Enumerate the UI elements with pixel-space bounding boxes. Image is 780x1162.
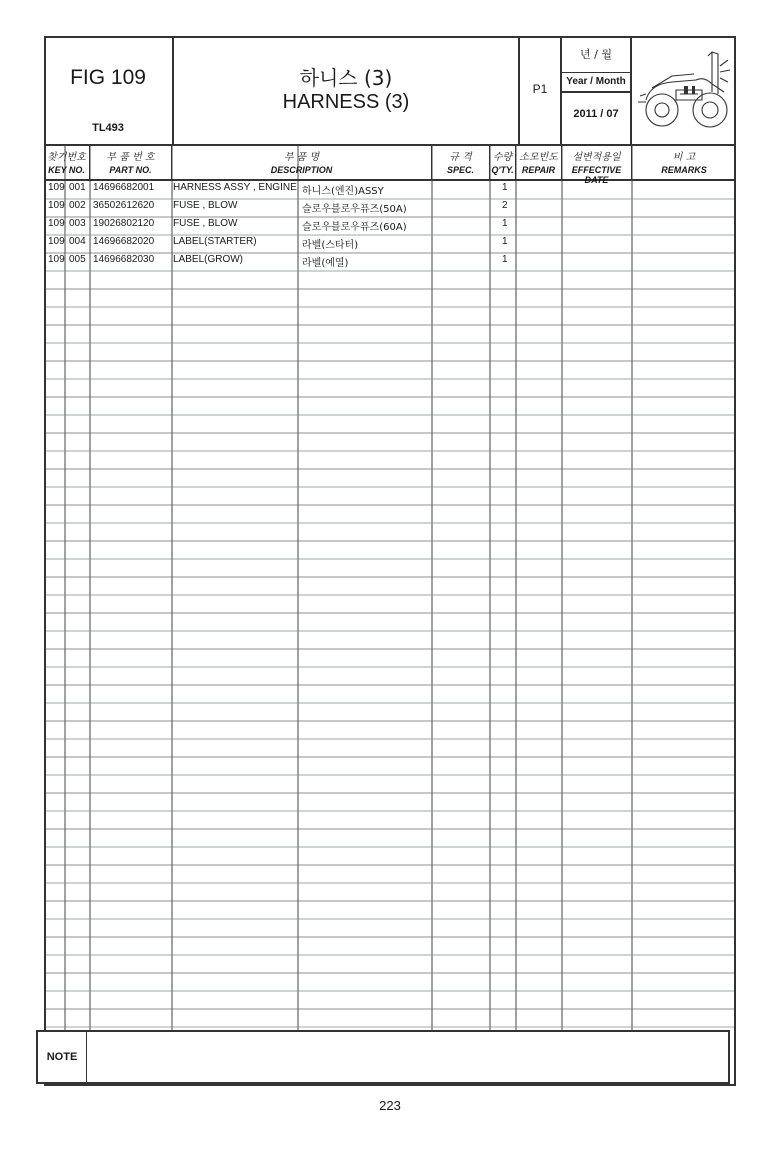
column-header-part-no: [90, 146, 172, 179]
table-row: [44, 253, 736, 271]
key-item: 003: [69, 218, 86, 229]
column-header-description: [172, 146, 432, 179]
quantity: 1: [502, 236, 508, 247]
page-number: 223: [379, 1098, 401, 1113]
description-english: FUSE , BLOW: [173, 200, 238, 211]
issue-date: 2011 / 07: [573, 108, 619, 120]
column-header-korean: 소모빈도: [519, 152, 558, 163]
table-row: [44, 217, 736, 235]
year-month-cell: [562, 36, 632, 144]
column-header-english: EFFECTIVE DATE: [571, 165, 622, 185]
column-header-qty: [490, 146, 516, 179]
column-header-korean: 설변적용일: [572, 152, 621, 163]
key-group: 109: [48, 218, 65, 229]
description-english: LABEL(STARTER): [173, 236, 257, 247]
description-korean: 슬로우블로우퓨즈(50A): [302, 204, 407, 215]
column-header-korean: 비 고: [672, 152, 696, 163]
key-item: 004: [69, 236, 86, 247]
page-cell: [520, 36, 562, 144]
part-number: 36502612620: [93, 200, 155, 211]
figure-number: FIG 109: [70, 66, 146, 89]
column-header-korean: 부 품 명: [283, 152, 320, 163]
key-group: 109: [48, 200, 65, 211]
key-group: 109: [48, 254, 65, 265]
note-box: [36, 1030, 730, 1084]
part-number: 14696682030: [93, 254, 155, 265]
description-english: LABEL(GROW): [173, 254, 244, 265]
key-group: 109: [48, 182, 65, 193]
title-cell: [174, 36, 520, 144]
title-english: HARNESS (3): [282, 91, 410, 113]
part-number: 14696682001: [93, 182, 155, 193]
header: [44, 36, 736, 144]
column-header-effective-date: [562, 146, 632, 185]
column-header-english: REMARKS: [661, 165, 707, 175]
description-english: FUSE , BLOW: [173, 218, 238, 229]
column-header-english: REPAIR: [521, 165, 556, 175]
description-korean: 라벨(예열): [302, 258, 349, 269]
quantity: 1: [502, 182, 508, 193]
table-row: [44, 181, 736, 199]
column-header-repair: [516, 146, 562, 179]
key-item: 002: [69, 200, 86, 211]
part-number: 19026802120: [93, 218, 155, 229]
column-header-english: DESCRIPTION: [270, 165, 333, 175]
key-item: 001: [69, 182, 86, 193]
description-korean: 라벨(스타터): [302, 240, 359, 251]
column-header-korean: 규 격: [449, 152, 472, 163]
description-korean: 슬로우블로우퓨즈(60A): [302, 222, 407, 233]
year-month-korean: 년 / 월: [580, 48, 612, 61]
column-header-korean: 찾기번호: [47, 152, 86, 163]
tractor-picture-cell: [632, 36, 736, 144]
model-code: TL493: [92, 122, 124, 134]
column-header-row: [44, 144, 736, 185]
column-header-remarks: [632, 146, 736, 179]
column-header-korean: 부 품 번 호: [106, 152, 155, 163]
column-header-english: PART NO.: [109, 165, 152, 175]
note-label: NOTE: [38, 1032, 87, 1082]
tractor-icon: [632, 36, 736, 144]
key-item: 005: [69, 254, 86, 265]
table-row: [44, 199, 736, 217]
column-header-korean: 수량: [492, 152, 513, 163]
quantity: 1: [502, 218, 508, 229]
quantity: 1: [502, 254, 508, 265]
page-label: P1: [532, 82, 548, 96]
part-number: 14696682020: [93, 236, 155, 247]
table-row: [44, 235, 736, 253]
column-header-english: SPEC.: [446, 165, 474, 175]
title-korean: 하니스 (3): [299, 66, 393, 90]
column-header-spec: [432, 146, 490, 179]
description-english: HARNESS ASSY , ENGINE: [173, 182, 297, 193]
column-header-english: Q'TY.: [491, 165, 514, 175]
column-header-english: KEY NO.: [48, 165, 85, 175]
quantity: 2: [502, 200, 508, 211]
figure-cell: [44, 36, 174, 144]
description-korean: 하니스(엔진)ASSY: [302, 186, 384, 197]
year-month-english: Year / Month: [562, 72, 630, 93]
key-group: 109: [48, 236, 65, 247]
column-header-key-no: [44, 146, 90, 179]
